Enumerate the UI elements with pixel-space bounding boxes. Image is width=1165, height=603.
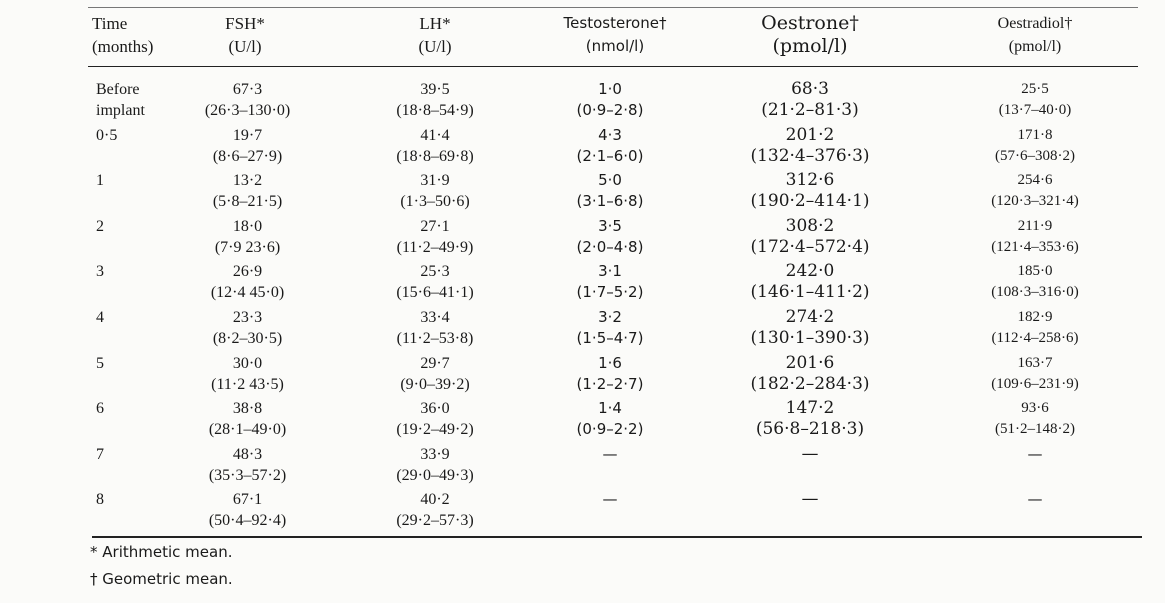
- header-lh-unit: (U/l): [418, 37, 452, 56]
- cell-oestrone-range: (21·2–81·3): [761, 100, 859, 120]
- header-lh-label: LH*: [419, 14, 451, 33]
- cell-testosterone-range: (0·9–2·8): [576, 101, 644, 119]
- cell-lh-value: 40·2: [420, 491, 450, 509]
- cell-oestradiol-value: —: [1027, 490, 1043, 509]
- cell-oestrone-value: —: [801, 443, 819, 464]
- cell-oestradiol-range: (13·7–40·0): [998, 102, 1072, 118]
- cell-oestrone-range: (182·2–284·3): [750, 373, 870, 394]
- header-oestradiol-label: Oestradiol†: [997, 15, 1073, 32]
- cell-lh-range: (11·2–53·8): [396, 330, 474, 347]
- cell-oestradiol-range: (51·2–148·2): [995, 421, 1075, 438]
- cell-testosterone-value: 3·2: [598, 308, 622, 326]
- cell-oestradiol-value: 182·9: [1017, 309, 1053, 325]
- cell-testosterone-value: 1·6: [598, 353, 622, 372]
- cell-oestrone-value: 308·2: [785, 215, 835, 236]
- top-rule: [88, 7, 1138, 8]
- cell-time-value: 8: [96, 491, 104, 509]
- cell-oestrone-range: (130·1–390·3): [750, 328, 870, 348]
- cell-time-value: 2: [96, 217, 104, 235]
- cell-fsh-value: 67·1: [232, 491, 263, 509]
- cell-time-value: 7: [96, 445, 104, 463]
- cell-oestrone-value: 312·6: [785, 170, 835, 191]
- cell-time-value: 3: [96, 263, 104, 281]
- cell-oestradiol-range: (112·4–258·6): [991, 330, 1079, 346]
- cell-oestradiol-value: 254·6: [1017, 172, 1053, 189]
- cell-oestrone-value: 201·6: [785, 352, 835, 373]
- cell-fsh-range: (11·2 43·5): [211, 375, 284, 393]
- cell-oestrone-range: (190·2–414·1): [750, 191, 870, 212]
- cell-testosterone-range: (2·1–6·0): [576, 146, 644, 165]
- cell-time-value: 6: [96, 400, 104, 418]
- cell-time-value: 0·5: [96, 126, 118, 144]
- cell-fsh-value: 19·7: [232, 126, 263, 144]
- cell-oestradiol-range: (109·6–231·9): [991, 375, 1079, 392]
- cell-lh-value: 27·1: [420, 217, 450, 235]
- cell-oestradiol-value: 93·6: [1021, 400, 1049, 417]
- footnote-geometric: † Geometric mean.: [90, 570, 233, 588]
- cell-fsh-value: 30·0: [232, 354, 263, 372]
- header-time-unit: (months): [92, 37, 154, 56]
- header-oestradiol: [970, 12, 1100, 58]
- cell-testosterone-value: —: [602, 444, 618, 463]
- cell-oestrone-value: 68·3: [791, 79, 829, 99]
- cell-oestrone-value: 201·2: [785, 124, 835, 145]
- cell-testosterone-value: 4·3: [598, 125, 622, 144]
- cell-lh-range: (19·2–49·2): [396, 421, 474, 439]
- bottom-rule: [92, 536, 1142, 538]
- cell-oestradiol-range: (108·3–316·0): [991, 284, 1079, 301]
- cell-fsh-range: (28·1–49·0): [208, 421, 287, 439]
- cell-testosterone-value: —: [602, 490, 618, 509]
- cell-oestrone-value: 147·2: [785, 398, 835, 419]
- cell-lh-value: 33·4: [420, 309, 450, 326]
- cell-lh-value: 41·4: [420, 126, 450, 144]
- cell-oestrone-range: (132·4–376·3): [750, 145, 870, 166]
- cell-oestradiol-value: 163·7: [1017, 354, 1053, 371]
- header-testosterone: [530, 12, 700, 58]
- cell-oestrone-value: —: [801, 489, 819, 510]
- cell-lh-range: (11·2–49·9): [396, 238, 474, 256]
- cell-fsh-range: (5·8–21·5): [212, 193, 283, 211]
- cell-testosterone-range: (1·5–4·7): [576, 329, 644, 347]
- cell-fsh-range: (12·4 45·0): [210, 284, 285, 302]
- footnote-arithmetic: * Arithmetic mean.: [90, 543, 233, 561]
- cell-oestrone-range: (56·8–218·3): [755, 419, 865, 440]
- cell-oestrone-range: (172·4–572·4): [750, 236, 870, 257]
- cell-lh-value: 31·9: [420, 172, 450, 190]
- cell-lh-value: 25·3: [420, 263, 450, 281]
- cell-testosterone-range: (0·9–2·2): [576, 420, 644, 439]
- cell-lh-range: (9·0–39·2): [400, 375, 470, 393]
- cell-lh-range: (15·6–41·1): [396, 284, 474, 302]
- header-testosterone-unit: (nmol/l): [585, 37, 645, 55]
- cell-testosterone-value: 1·4: [598, 399, 622, 418]
- cell-lh-value: 39·5: [420, 81, 450, 98]
- header-fsh-unit: (U/l): [228, 37, 262, 56]
- cell-lh-value: 29·7: [420, 354, 450, 372]
- cell-oestradiol-value: 185·0: [1017, 263, 1053, 280]
- cell-fsh-value: 18·0: [232, 217, 263, 235]
- cell-oestradiol-value: —: [1027, 444, 1043, 463]
- cell-testosterone-value: 3·5: [598, 216, 622, 235]
- cell-time-range: implant: [96, 102, 145, 119]
- cell-lh-value: 36·0: [420, 400, 450, 418]
- cell-testosterone-value: 3·1: [598, 262, 622, 281]
- cell-oestradiol-value: 171·8: [1017, 126, 1053, 143]
- cell-oestradiol-range: (57·6–308·2): [995, 147, 1075, 164]
- cell-lh-value: 33·9: [420, 445, 450, 463]
- header-oestrone-label: Oestrone†: [761, 12, 859, 34]
- cell-fsh-range: (50·4–92·4): [208, 512, 287, 530]
- cell-oestradiol-range: (121·4–353·6): [991, 238, 1079, 255]
- cell-time-value: 5: [96, 354, 104, 372]
- cell-testosterone-value: 1·0: [598, 80, 622, 98]
- cell-testosterone-value: 5·0: [598, 171, 622, 190]
- header-oestrone: [720, 12, 900, 58]
- cell-time-value: 4: [96, 309, 104, 326]
- cell-lh-range: (18·8–54·9): [396, 102, 474, 119]
- cell-lh-range: (18·8–69·8): [396, 147, 474, 165]
- cell-fsh-range: (26·3–130·0): [204, 102, 291, 119]
- cell-fsh-range: (7·9 23·6): [214, 238, 281, 256]
- cell-oestrone-range: (146·1–411·2): [750, 282, 870, 303]
- cell-oestradiol-range: (120·3–321·4): [991, 193, 1079, 210]
- cell-fsh-value: 38·8: [232, 400, 263, 418]
- cell-testosterone-range: (3·1–6·8): [576, 192, 644, 211]
- cell-lh-range: (1·3–50·6): [400, 193, 470, 211]
- cell-time-value: Before: [96, 81, 140, 98]
- cell-testosterone-range: (1·7–5·2): [576, 283, 644, 302]
- cell-fsh-range: (8·6–27·9): [212, 147, 283, 165]
- header-oestradiol-unit: (pmol/l): [1008, 38, 1062, 55]
- header-rule: [88, 66, 1138, 67]
- header-time: [92, 12, 153, 58]
- cell-oestrone-value: 274·2: [785, 307, 835, 327]
- cell-testosterone-range: (1·2–2·7): [576, 374, 644, 393]
- header-fsh-label: FSH*: [225, 14, 265, 33]
- cell-oestrone-value: 242·0: [785, 261, 835, 282]
- cell-testosterone-range: (2·0–4·8): [576, 237, 644, 256]
- cell-oestradiol-value: 211·9: [1017, 217, 1053, 234]
- cell-time-value: 1: [96, 172, 104, 190]
- header-lh: [385, 12, 485, 58]
- cell-fsh-range: (35·3–57·2): [208, 466, 287, 484]
- cell-fsh-value: 48·3: [232, 445, 263, 463]
- header-testosterone-label: Testosterone†: [563, 14, 667, 32]
- cell-fsh-value: 23·3: [232, 309, 263, 326]
- cell-fsh-range: (8·2–30·5): [212, 330, 283, 347]
- cell-fsh-value: 67·3: [232, 81, 263, 98]
- cell-fsh-value: 13·2: [232, 172, 263, 190]
- cell-lh-range: (29·2–57·3): [396, 512, 474, 530]
- cell-oestradiol-value: 25·5: [1021, 81, 1049, 97]
- header-fsh: [195, 12, 295, 58]
- header-oestrone-unit: (pmol/l): [772, 35, 848, 57]
- header-time-label: Time: [92, 14, 128, 33]
- cell-lh-range: (29·0–49·3): [396, 466, 474, 484]
- cell-fsh-value: 26·9: [232, 263, 263, 281]
